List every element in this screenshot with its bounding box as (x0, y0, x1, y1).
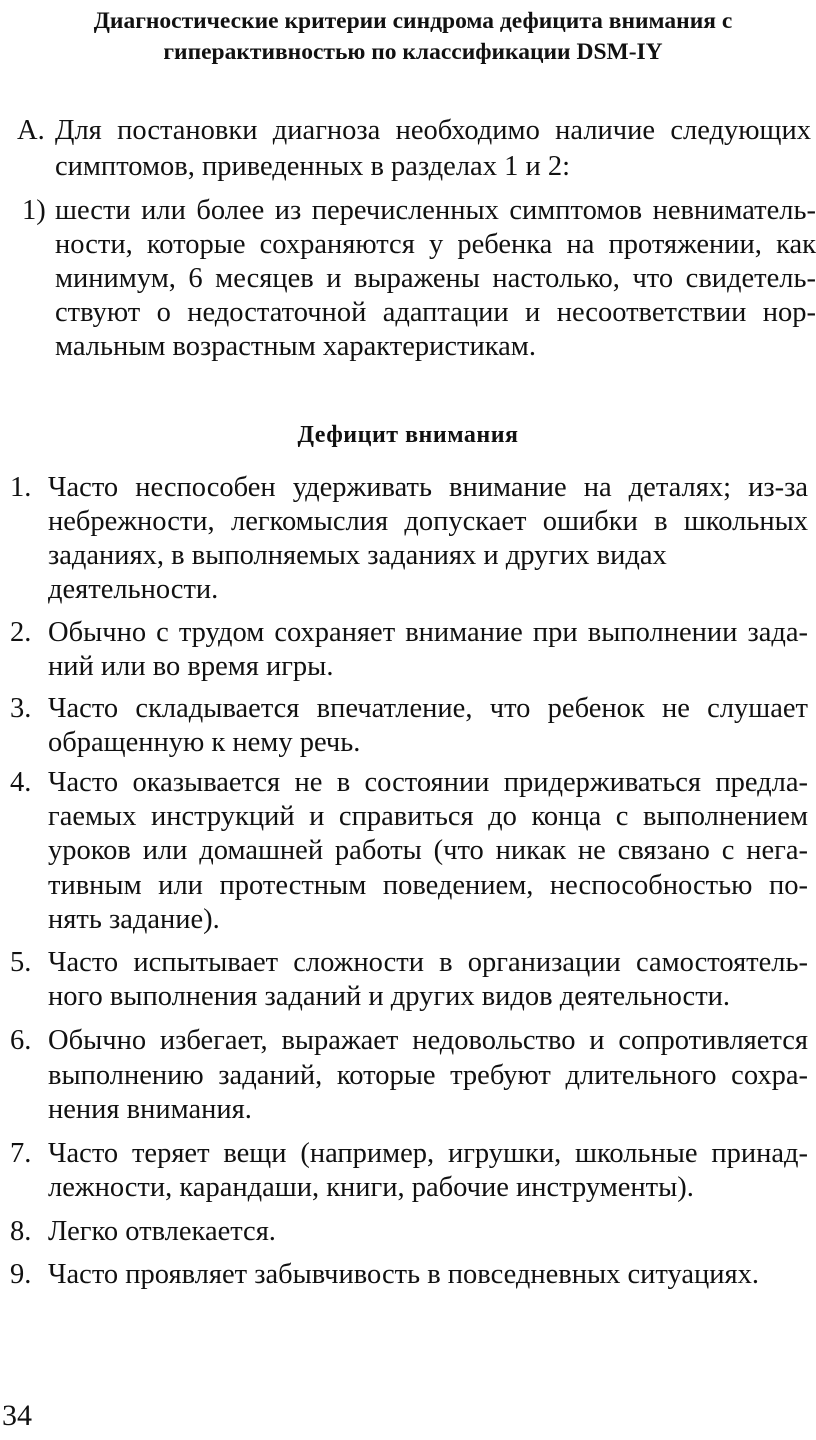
intro-one-line: ности, которые сохраняются у ребенка на протяжении, как (55, 229, 816, 260)
item-line: ного выполнения заданий и других видов деятельности. (48, 981, 731, 1012)
intro-a-marker: А. (17, 115, 45, 146)
item-number: 1. (10, 472, 32, 503)
page-title (40, 6, 786, 68)
section-heading: Дефицит внимания (297, 422, 519, 448)
item-line: Часто неспособен удерживать внимание на деталях; из-за (48, 472, 808, 503)
item-line: тивным или протестным поведением, неспособностью по- (48, 870, 808, 901)
title-line-2: гиперактивностью по классификации DSM-IY (163, 39, 663, 65)
intro-one-line: мальным возрастным характеристикам. (55, 331, 536, 362)
item-line: деятельности. (48, 574, 219, 605)
page-number: 34 (2, 1399, 32, 1432)
item-number: 3. (10, 693, 32, 724)
item-line: Легко отвлекается. (48, 1216, 276, 1247)
item-line: небрежности, легкомыслия допускает ошибки в школьных (48, 506, 808, 537)
item-line: обращенную к нему речь. (48, 727, 361, 758)
item-line: Часто теряет вещи (например, игрушки, школьные принад- (48, 1138, 808, 1169)
intro-one-line: ствуют о недостаточной адаптации и несоответствии нор- (55, 297, 816, 328)
item-line: Обычно избегает, выражает недовольство и сопротивляется (48, 1025, 808, 1056)
item-line: Часто складывается впечатление, что ребенок не слушает (48, 693, 808, 724)
item-number: 9. (10, 1259, 32, 1290)
intro-a-line: Для постановки диагноза необходимо наличие следующих (55, 115, 811, 146)
item-line: гаемых инструкций и справиться до конца с выполнением (48, 801, 808, 832)
item-number: 7. (10, 1138, 32, 1169)
item-line: Часто испытывает сложности в организации самостоятель- (48, 947, 808, 978)
intro-one-marker: 1) (22, 195, 46, 226)
item-number: 2. (10, 617, 32, 648)
item-number: 5. (10, 947, 32, 978)
intro-one-line: минимум, 6 месяцев и выражены настолько, что свидетель- (55, 263, 816, 294)
item-line: нения внимания. (48, 1094, 252, 1125)
item-number: 6. (10, 1025, 32, 1056)
item-number: 4. (10, 767, 32, 798)
item-line: выполнению заданий, которые требуют длительного сохра- (48, 1060, 808, 1091)
item-line: Обычно с трудом сохраняет внимание при выполнении зада- (48, 617, 808, 648)
item-line: нять задание). (48, 904, 220, 935)
item-line: уроков или домашней работы (что никак не связано с нега- (48, 835, 808, 866)
item-line: заданиях, в выполняемых заданиях и других видах (48, 540, 667, 571)
item-number: 8. (10, 1216, 32, 1247)
intro-one-line: шести или более из перечисленных симптомов невниматель- (55, 195, 816, 226)
title-line-1: Диагностические критерии синдрома дефицита внимания с (93, 8, 733, 34)
intro-a-line: симптомов, приведенных в разделах 1 и 2: (55, 151, 571, 182)
item-line: Часто оказывается не в состоянии придерживаться предла- (48, 767, 808, 798)
item-line: Часто проявляет забывчивость в повседневных ситуациях. (48, 1259, 759, 1290)
item-line: лежности, карандаши, книги, рабочие инструменты). (48, 1172, 694, 1203)
item-line: ний или во время игры. (48, 651, 334, 682)
